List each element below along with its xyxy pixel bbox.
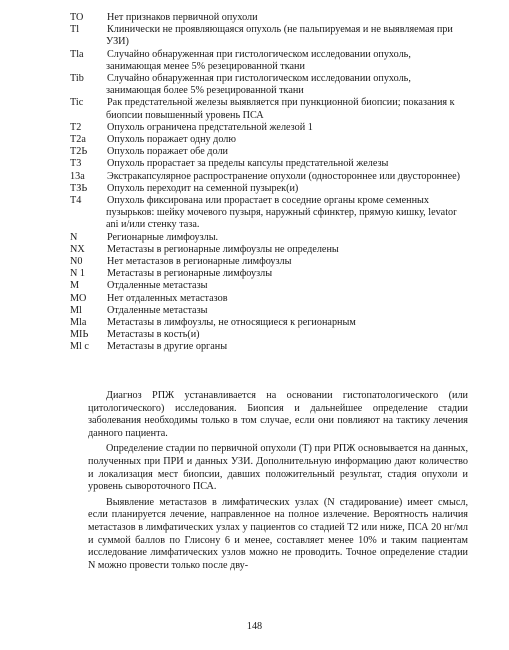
tnm-entry xyxy=(70,280,468,292)
tnm-description: Метастазы в регионарные лимфоузлы не определены xyxy=(107,243,339,255)
tnm-description: Метастазы в регионарные лимфоузлы xyxy=(107,268,273,280)
tnm-entry xyxy=(70,97,468,121)
tnm-code: N xyxy=(70,231,78,243)
tnm-code: Tla xyxy=(70,48,84,60)
tnm-entry xyxy=(70,341,468,353)
tnm-description: Экстракапсулярное распространение опухоли (одностороннее или двустороннее) xyxy=(107,170,461,182)
tnm-description: Опухоль поражает одну долю xyxy=(107,134,236,146)
tnm-code: N0 xyxy=(70,256,83,268)
tnm-description: Опухоль поражает обе доли xyxy=(107,146,228,158)
tnm-entry xyxy=(70,231,468,244)
tnm-description: Метастазы в кость(и) xyxy=(107,329,200,341)
paragraph-t-staging: Определение стадии по первичной опухоли (Т) при РПЖ основывается на данных, полученных при ПРИ и данных УЗИ. Дополнительную информацию дают количество и локализация мест биопсии, давших положительный результат, стадия опухоли и уровень сывороточного ПСА. xyxy=(88,443,468,493)
tnm-description: Клинически не проявляющаяся опухоль (не пальпируемая и не выявляемая при УЗИ) xyxy=(106,24,453,48)
tnm-code: TO xyxy=(70,12,84,23)
page-number: 148 xyxy=(246,621,263,632)
tnm-description: Опухоль ограничена предстательной железой 1 xyxy=(107,121,313,133)
tnm-description: Случайно обнаруженная при гистологическом исследовании опухоль, занимающая менее 5% резецированной ткани xyxy=(106,48,411,72)
tnm-code: 13а xyxy=(70,170,85,182)
tnm-entry xyxy=(70,195,468,232)
tnm-code: Ml xyxy=(70,304,82,316)
tnm-entry xyxy=(70,48,468,73)
tnm-code: МО xyxy=(70,292,87,304)
tnm-code: T3 xyxy=(70,158,82,170)
tnm-description: Случайно обнаруженная при гистологическом исследовании опухоль, занимающая более 5% резецированной ткани xyxy=(106,73,411,97)
tnm-classification-list xyxy=(70,12,468,354)
tnm-description: Метастазы в лимфоузлы, не относящиеся к регионарным xyxy=(107,317,356,329)
tnm-code: N 1 xyxy=(70,268,85,280)
tnm-entry xyxy=(70,292,468,305)
tnm-code: ТЗЬ xyxy=(70,182,88,194)
tnm-entry xyxy=(70,256,468,268)
tnm-entry xyxy=(70,146,468,158)
tnm-description: Нет отдаленных метастазов xyxy=(107,292,228,304)
tnm-description: Отдаленные метастазы xyxy=(107,304,208,316)
tnm-entry xyxy=(70,158,468,170)
paragraph-diagnosis: Диагноз РПЖ устанавливается на основании гистопатологического (или цитологического) исследования. Биопсия и дальнейшее определение стадии заболевания необходимы только в том случае, если они повлияют на тактику лечения данного пациента. xyxy=(88,390,468,439)
tnm-entry xyxy=(70,73,468,97)
tnm-code: T2Ь xyxy=(70,146,88,158)
tnm-entry xyxy=(70,243,468,256)
tnm-entry xyxy=(70,329,468,341)
tnm-code: M xyxy=(70,280,80,292)
tnm-entry xyxy=(70,182,468,195)
tnm-description: Метастазы в другие органы xyxy=(107,341,228,353)
tnm-code: NX xyxy=(70,243,85,255)
tnm-code: Tl xyxy=(70,24,80,36)
tnm-description: Отдаленные метастазы xyxy=(107,280,208,292)
tnm-description: Рак предстательной железы выявляется при пункционной биопсии; показания к биопсии повышенный уровень ПСА xyxy=(106,97,455,121)
tnm-description: Нет признаков первичной опухоли xyxy=(107,12,258,23)
tnm-code: Tib xyxy=(70,73,84,85)
tnm-code: T4 xyxy=(70,195,82,207)
tnm-entry xyxy=(70,121,468,134)
tnm-description: Нет метастазов в регионарные лимфоузлы xyxy=(107,256,292,268)
tnm-code: Tic xyxy=(70,97,84,109)
tnm-entry xyxy=(70,170,468,183)
body-text xyxy=(88,390,468,575)
tnm-description: Опухоль переходит на семенной пузырек(и) xyxy=(107,182,299,194)
tnm-entry xyxy=(70,268,468,280)
tnm-entry xyxy=(70,317,468,329)
tnm-description: Опухоль прорастает за пределы капсулы предстательной железы xyxy=(107,158,389,170)
tnm-description: Опухоль фиксирована или прорастает в соседние органы кроме семенных пузырьков: шейку мочевого пузыря, наружный сфинктер, прямую кишку, levator ani и/или стенку таза. xyxy=(106,195,457,231)
tnm-entry xyxy=(70,134,468,146)
tnm-code: МIЬ xyxy=(70,329,89,341)
tnm-code: T2 xyxy=(70,121,82,133)
tnm-code: Mla xyxy=(70,317,87,329)
tnm-entry xyxy=(70,12,468,24)
tnm-code: T2a xyxy=(70,134,86,146)
tnm-entry xyxy=(70,24,468,48)
tnm-entry xyxy=(70,304,468,317)
tnm-code: Ml с xyxy=(70,341,89,353)
tnm-description: Регионарные лимфоузлы. xyxy=(107,231,219,243)
paragraph-n-staging: Выявление метастазов в лимфатических узлах (N стадирование) имеет смысл, если планируется лечение, направленное на полное излечение. Вероятность наличия метастазов в лимфатических узлах у пациентов со стадией Т2 или ниже, ПСА 20 нг/мл и суммой баллов по Глисону 6 и менее, составляет менее 10% и таким пациентам исследование лимфатических узлов можно не проводить. Точное определение стадии N можно провести только после дву- xyxy=(88,496,468,571)
